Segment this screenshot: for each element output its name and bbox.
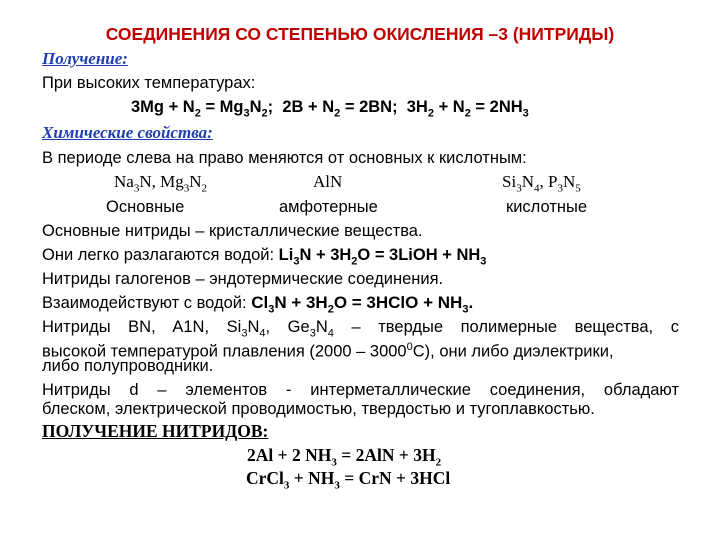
decompose-equation: $Li_3N + 3H_2O$ = 3LiOH + $NH_3$	[278, 246, 487, 268]
interact-equation: $Cl_3N + 3H_2O$ = 3HClO + $NH_3$.	[251, 293, 474, 316]
interact-text: Взаимодействуют с водой:	[42, 294, 247, 312]
interact-line	[42, 293, 473, 319]
acidic-nitride-formulas: $Si_3N_4$, $P_3N_5$	[502, 172, 581, 195]
obtaining-nitrides-equation-2: CrCl$_3$ + $NH_3$ = CrN + 3HCl	[246, 468, 451, 492]
polymer-nitrides-line-1: Нитриды BN, A1N, $Si_3N_4$, $Ge_3N_4$ – твердые полимерные вещества, с	[42, 318, 679, 340]
section-heading-obtaining-nitrides: ПОЛУЧЕНИЕ НИТРИДОВ:	[42, 421, 269, 441]
section-heading-obtaining: Получение:	[42, 49, 128, 68]
basic-nitride-formulas: $Na_3N$, $Mg_3N_2$	[114, 172, 208, 195]
d-element-nitrides-line-2: блеском, электрической проводимостью, твердостью и тугоплавкостью.	[42, 400, 595, 418]
basic-nitrides-text: Основные нитриды – кристаллические вещества.	[42, 222, 423, 240]
section-heading-chemical-properties: Химические свойства:	[42, 123, 213, 142]
decompose-text: Они легко разлагаются водой:	[42, 246, 275, 264]
obtaining-equations: $3Mg + N_2 = Mg_3N_2$; $2B + N_2 = 2BN$; $3H_2 + N_2 = 2NH_3$	[131, 98, 529, 120]
amphoteric-nitride-formula: AlN	[313, 172, 343, 191]
decompose-line	[42, 245, 486, 271]
label-basic: Основные	[106, 198, 185, 216]
label-amphoteric: амфотерные	[279, 198, 378, 216]
obtaining-nitrides-equation-1: 2Al + 2 $NH_3 = 2AlN + 3H_2$	[247, 445, 442, 469]
period-trend-text: В периоде слева на право меняются от основных к кислотным:	[42, 149, 527, 167]
halogen-nitrides-text: Нитриды галогенов – эндотермические соединения.	[42, 270, 444, 288]
page-title: СОЕДИНЕНИЯ СО СТЕПЕНЬЮ ОКИСЛЕНИЯ –3 (НИТРИДЫ)	[105, 24, 615, 44]
polymer-nitrides-line-3: либо полупроводники.	[42, 357, 214, 375]
high-temperature-text: При высоких температурах:	[42, 74, 256, 92]
d-element-nitrides-line-1: Нитриды d – элементов - интерметаллические соединения, обладают	[42, 381, 679, 399]
polymer-nitrides-line-2: высокой температурой плавления (2000 – 3000$^0$С), они либо диэлектрики,	[42, 341, 614, 361]
label-acidic: кислотные	[506, 198, 588, 216]
